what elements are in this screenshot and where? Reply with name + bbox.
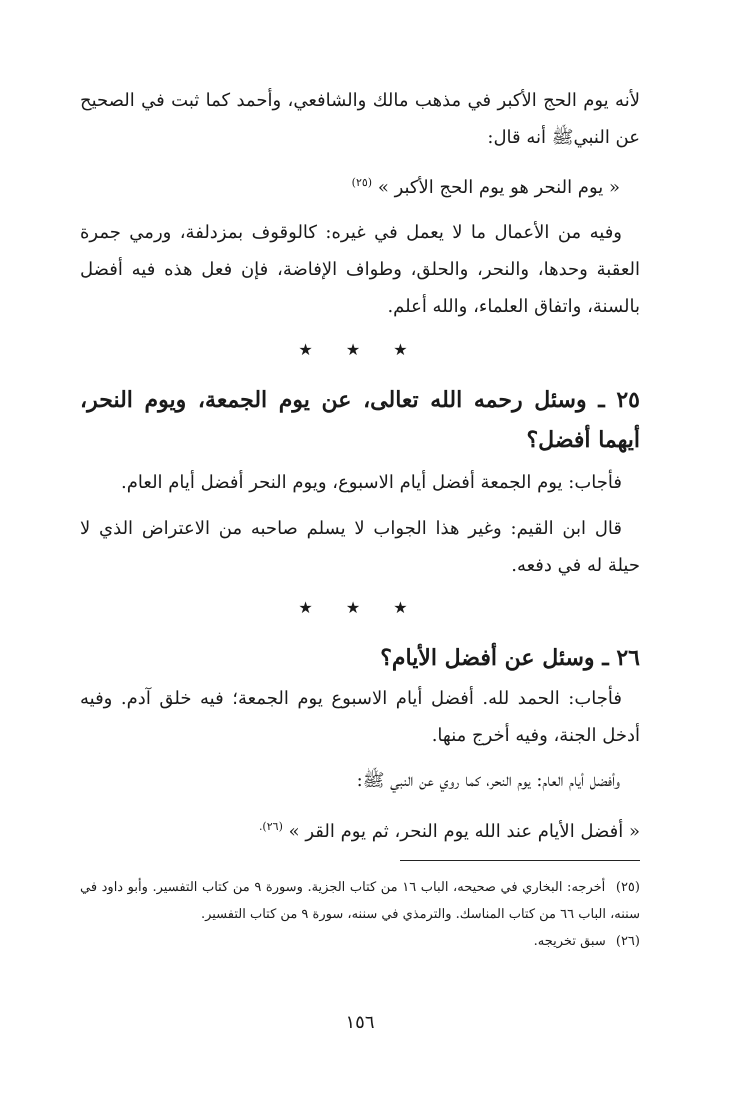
footnote-25 <box>80 874 640 928</box>
section-separator: ★ ★ ★ <box>298 340 422 359</box>
question-text: وسئل عن أفضل الأيام؟ <box>380 645 595 671</box>
question-25-heading <box>80 380 640 460</box>
footnote-26 <box>80 928 640 955</box>
question-dash: ـ <box>602 645 609 671</box>
footnotes <box>80 874 640 955</box>
question-dash: ـ <box>598 387 605 413</box>
footnote-number: (٢٦) <box>615 934 640 949</box>
section-separator: ★ ★ ★ <box>298 598 422 617</box>
answer-26 <box>80 680 640 754</box>
rituals-text: وفيه من الأعمال ما لا يعمل في غيره: كالوقوف بمزدلفة، ورمي جمرة العقبة وحدها، والنحر، والحلق، وطواف الإفاضة، فإن فعل هذه فيه أفضل بالسنة، واتفاق العلماء، والله أعلم. <box>80 222 640 317</box>
page-number: ١٥٦ <box>345 1012 375 1033</box>
footnote-number: (٢٥) <box>615 880 640 895</box>
question-number: ٢٥ <box>616 387 640 413</box>
question-text: وسئل رحمه الله تعالى، عن يوم الجمعة، ويوم النحر، أيهما أفضل؟ <box>80 387 640 453</box>
page-body <box>80 0 640 1099</box>
best-days-line <box>80 762 640 799</box>
quote-text: « يوم النحر هو يوم الحج الأكبر » <box>377 177 620 198</box>
footnote-ref: (٢٦). <box>258 820 283 833</box>
rituals-paragraph <box>80 214 640 325</box>
question-number: ٢٦ <box>616 645 640 671</box>
question-26-heading <box>80 638 640 678</box>
answer-text: فأجاب: الحمد لله. أفضل أيام الاسبوع يوم الجمعة؛ فيه خلق آدم. وفيه أدخل الجنة، وفيه أخرج منها. <box>80 688 640 746</box>
hadith-quote-26 <box>80 808 640 850</box>
intro-paragraph <box>80 82 640 156</box>
answer-25 <box>80 464 640 501</box>
best-days-text: وأفضل أيام العام: يوم النحر، كما روي عن النبي ﷺ: <box>356 770 620 791</box>
ibn-qayyim-comment <box>80 510 640 584</box>
quote-text: « أفضل الأيام عند الله يوم النحر، ثم يوم القر » <box>288 821 640 842</box>
comment-text: قال ابن القيم: وغير هذا الجواب لا يسلم صاحبه من الاعتراض الذي لا حيلة له في دفعه. <box>80 518 640 576</box>
intro-text: لأنه يوم الحج الأكبر في مذهب مالك والشافعي، وأحمد كما ثبت في الصحيح عن النبيﷺ أنه قال: <box>80 90 640 148</box>
footnote-text: سبق تخريجه. <box>533 934 606 949</box>
footnote-text: أخرجه: البخاري في صحيحه، الباب ١٦ من كتاب الجزية. وسورة ٩ من كتاب التفسير. وأبو داود في سننه، الباب ٦٦ من كتاب المناسك. والترمذي في سننه، سورة ٩ من كتاب التفسير. <box>80 880 640 922</box>
footnote-divider <box>400 860 640 861</box>
hadith-quote-25 <box>80 164 640 206</box>
footnote-ref: (٢٥) <box>351 176 373 189</box>
answer-text: فأجاب: يوم الجمعة أفضل أيام الاسبوع، ويوم النحر أفضل أيام العام. <box>121 472 622 493</box>
